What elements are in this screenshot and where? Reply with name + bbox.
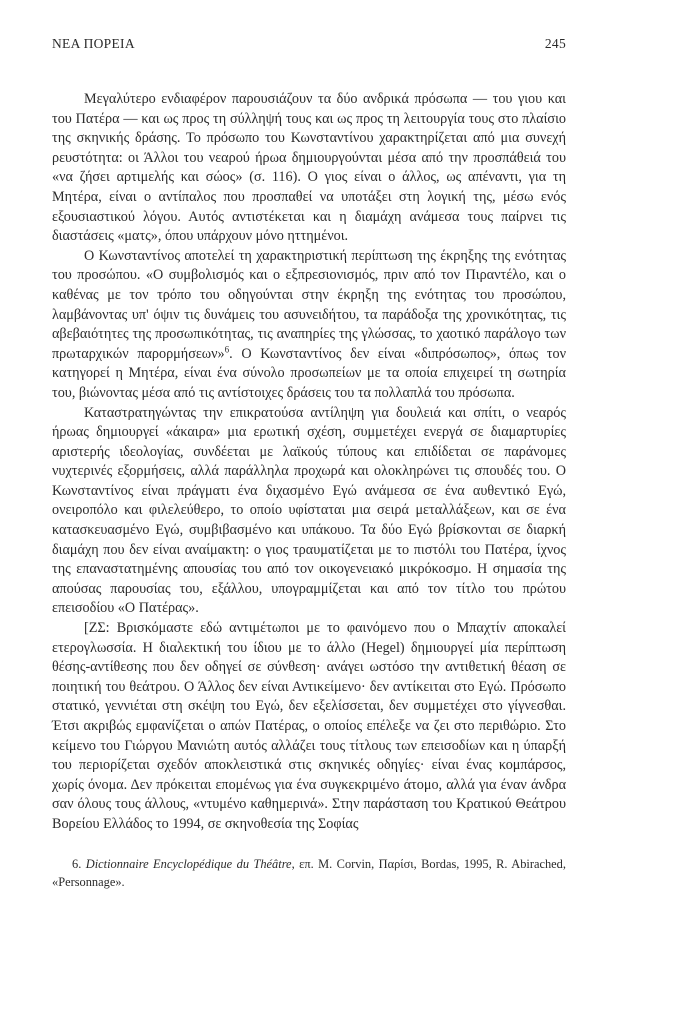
document-page xyxy=(52,36,566,891)
paragraph-4: [ΖΣ: Βρισκόμαστε εδώ αντιμέτωποι με το φαινόμενο που ο Μπαχτίν αποκαλεί ετερογλωσσία. Η διαλεκτική του ίδιου με το άλλο (Hegel) δημιουργεί μία περίπτωση θέσης-αντίθεσης που δεν οδηγεί σε σύνθεση· ανάγει ωστόσο την αντιθετική θέαση σε ποιητική του θεάτρου. Ο Άλλος δεν είναι Αντικείμενο· δεν αντίκειται στο Εγώ. Πρόσωπο στατικό, γεννιέται στη σκέψη του Εγώ, δεν εξελίσσεται, δεν συμμετέχει στο γίγνεσθαι. Έτσι ακριβώς εμφανίζεται ο απών Πατέρας, ο οποίος επέλεξε να ζει στο περιθώριο. Στο κείμενο του Γιώργου Μανιώτη αυτός αλλάζει τους τίτλους των επεισοδίων και η ύπαρξή του περιορίζεται σχεδόν αποκλειστικά στις σκηνικές οδηγίες· είναι ένας κομπάρσος, χωρίς όνομα. Δεν πρόκειται επομένως για ένα συγκεκριμένο άτομο, αλλά για έναν άνδρα σαν όλους τους άλλους, «ντυμένο καθημερινά». Στην παράσταση του Κρατικού Θεάτρου Βορείου Ελλάδος το 1994, σε σκηνοθεσία της Σοφίας xyxy=(52,620,566,832)
footnote-title: Dictionnaire Encyclopédique du Théâtre xyxy=(85,856,292,871)
paragraph-1: Μεγαλύτερο ενδιαφέρον παρουσιάζουν τα δύο ανδρικά πρόσωπα — του γιου και του Πατέρα — και ως προς τη σύλληψή τους και ως προς τη λειτουργία τους στο πλαίσιο της σκηνικής δράσης. Το πρόσωπο του Κωνσταντίνου χαρακτηρίζεται από μια συνεχή ρευστότητα: οι Άλλοι του νεαρού ήρωα δημιουργούνται μέσα από την προσπάθειά του «να ζήσει αρτιμελής και σώος» (σ. 116). Ο γιος είναι ο άλλος, ως απέναντι, για τη Μητέρα, είναι ο αντίπαλος που προσπαθεί να υποτάξει στη λογική της, μέσω ενός εξουσιαστικού λόγου. Αυτός αντιστέκεται και η διαμάχη ανάμεσα τους παίρνει τις διαστάσεις «ματς», όπου υπάρχουν μόνο ηττημένοι. xyxy=(52,91,566,245)
running-title: ΝΕΑ ΠΟΡΕΙΑ xyxy=(52,36,135,51)
paragraph-2 xyxy=(52,247,566,404)
paragraph-2-tail: . Ο Κωνσταντίνος δεν είναι «διπρόσωπος», όπως τον κατηγορεί η Μητέρα, είναι ένα σύνολο προσωπείων με τα οποία επιχειρεί τη σωτηρία του, βιώνοντας μέσα από τις αντίστοιχες δράσεις του τα πολλαπλά του πρόσωπα. xyxy=(52,345,567,401)
footnote-citation: , επ. M. Corvin, Παρίσι, Bordas, 1995, R. Abirached, «Personnage». xyxy=(52,856,566,889)
running-header xyxy=(52,36,566,58)
footnote xyxy=(52,855,566,891)
paragraph-3: Καταστρατηγώντας την επικρατούσα αντίληψη για δουλειά και σπίτι, ο νεαρός ήρωας δημιουργεί «άκαιρα» μια ερωτική σχέση, συμμετέχει ενεργά σε διαμαρτυρίες αριστερής ιδεολογίας, συνδέεται με λαϊκούς τύπους και επιδίδεται σε παράνομες νυχτερινές εξορμήσεις, αλλά παράλληλα προχωρά και ολοκληρώνει τις σπουδές του. Ο Κωνσταντίνος είναι πράγματι ένα διχασμένο Εγώ ανάμεσα σε ένα αυθεντικό Εγώ, ονειροπόλο και φιλελεύθερο, το οποίο υφίσταται μια σειρά μεταλλάξεων, και σε ένα κατασκευασμένο Εγώ, συμβιβασμένο και υπάκουο. Τα δύο Εγώ βρίσκονται σε διαρκή διαμάχη που δεν είναι αναίμακτη: ο γιος τραυματίζεται με το πιστόλι του Πατέρα, ίχνος της επαναστατημένης απουσίας του από τον οικογενειακό μικρόκοσμο. Η σημασία της απούσας παρουσίας του, εξάλλου, υπογραμμίζεται και από τον τίτλο του πρώτου επεισοδίου «Ο Πατέρας». xyxy=(52,404,566,617)
footnote-reference: 6 xyxy=(224,343,230,354)
footnote-number: 6. xyxy=(72,856,82,871)
footnote-6 xyxy=(52,855,566,891)
paragraph-2-text: Ο Κωνσταντίνος αποτελεί τη χαρακτηριστική περίπτωση της έκρηξης της ενότητας του προσώπου. «Ο συμβολισμός και ο εξπρεσιονισμός, πριν από τον Πιραντέλο, και ο καθένας με τον τρόπο του οδηγούνται στην έκρηξη της ενότητας του προσώπου, λαμβάνοντας υπ' όψιν τις δυνάμεις του ασυνειδήτου, τα παράδοξα της χρονικότητας, τις αβεβαιότητες της προσωπικότητας, τις αναπηρίες της γλώσσας, το χαοτικό παράλογο των πρωταρχικών παρορμήσεων» xyxy=(52,247,566,362)
page-number: 245 xyxy=(544,36,566,51)
main-text xyxy=(52,90,566,835)
